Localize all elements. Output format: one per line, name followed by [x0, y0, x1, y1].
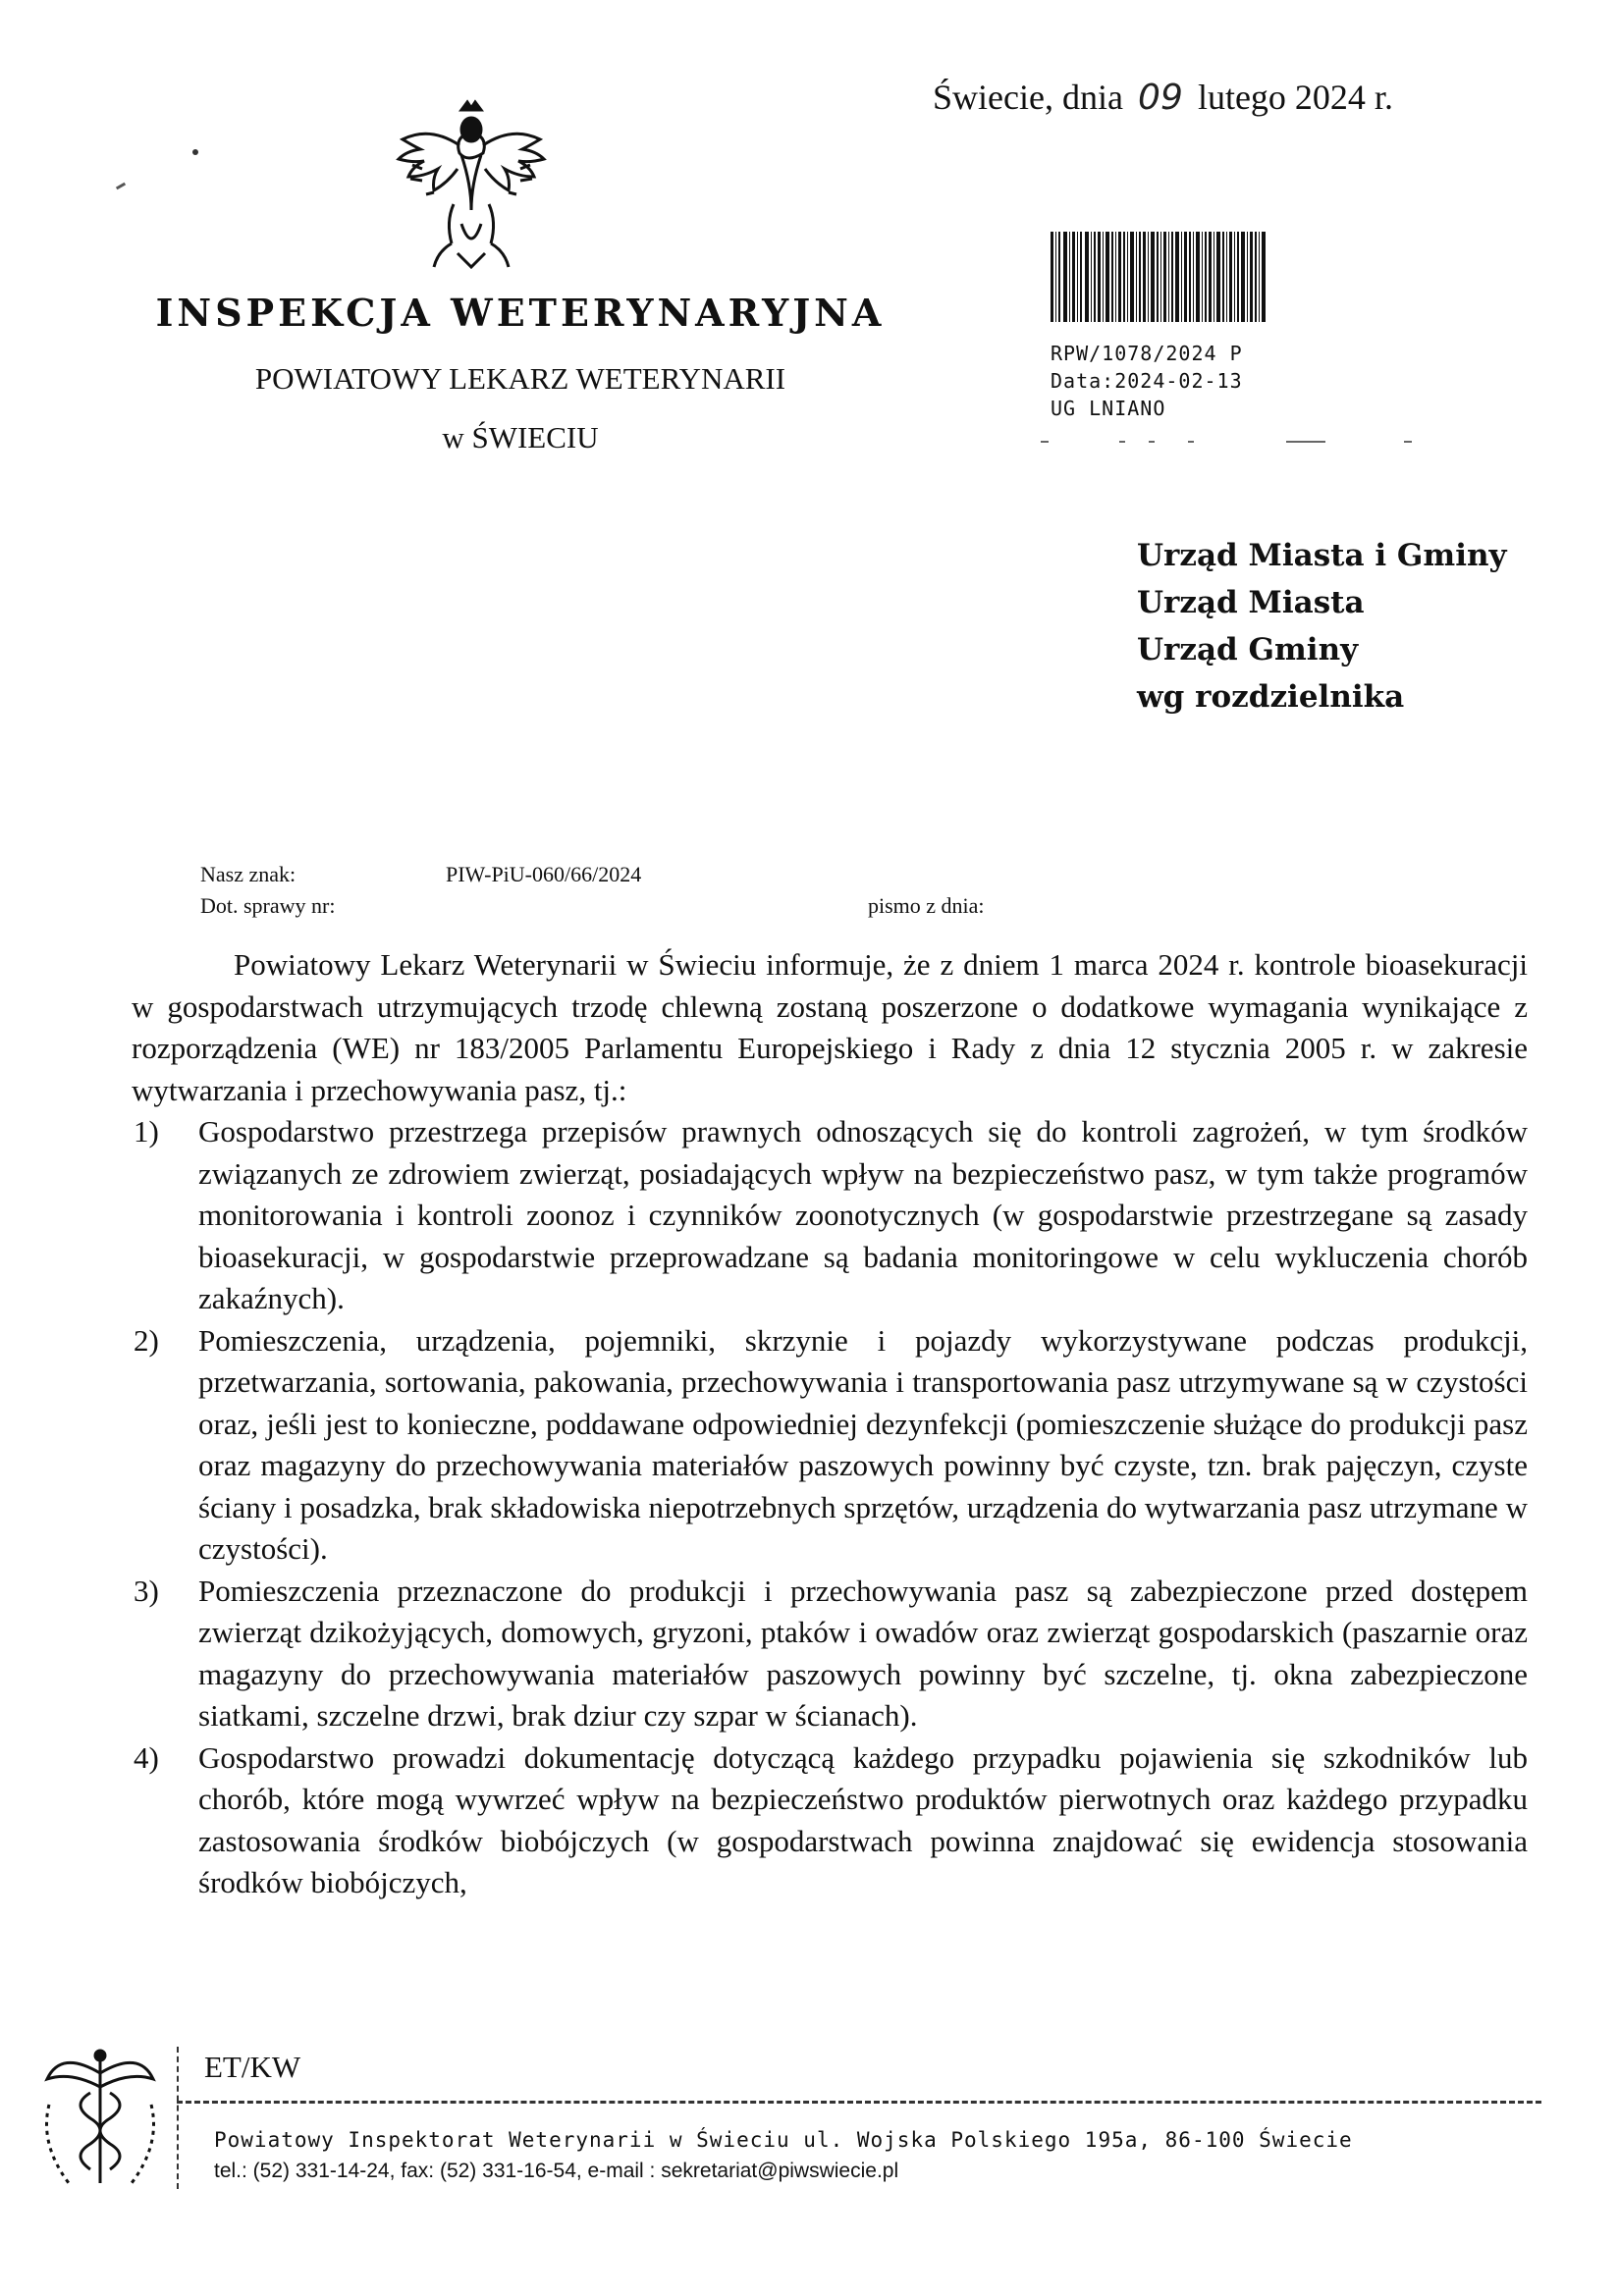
requirements-list	[132, 1111, 1528, 1904]
registry-stamp	[1051, 340, 1243, 422]
recipient-line: Urząd Gminy	[1137, 632, 1359, 667]
list-item	[132, 1320, 1528, 1571]
list-item	[132, 1737, 1528, 1904]
footer-rule	[177, 2101, 1541, 2104]
registry-date: Data:2024-02-13	[1051, 369, 1243, 393]
barcode	[1051, 232, 1267, 322]
list-item-number: 3)	[134, 1573, 159, 1608]
list-item-number: 4)	[134, 1739, 159, 1775]
list-item	[132, 1111, 1528, 1320]
footer-address: Powiatowy Inspektorat Weterynarii w Świeciu ul. Wojska Polskiego 195a, 86-100 Świecie	[214, 2128, 1353, 2152]
footer-contact: tel.: (52) 331-14-24, fax: (52) 331-16-54, e-mail : sekretariat@piwswiecie.pl	[214, 2160, 899, 2182]
list-item-text: Pomieszczenia przeznaczone do produkcji i przechowywania pasz są zabezpieczone przed dostępem zwierząt dzikożyjących, domowych, gryzoni, ptaków i owadów oraz zwierząt gospodarskich (paszarnie oraz magazyny do przechowywania materiałów paszowych powinny być szczelne, tj. okna zabezpieczone siatkami, szczelne drzwi, brak dziur czy szpar w ścianach).	[198, 1573, 1528, 1733]
place-date-prefix: Świecie, dnia	[933, 78, 1123, 117]
org-city: w ŚWIECIU	[442, 420, 599, 454]
place-date-suffix: lutego 2024 r.	[1197, 78, 1393, 117]
place-date	[933, 77, 1393, 118]
case-number-label: Dot. sprawy nr:	[200, 893, 336, 918]
intro-paragraph: Powiatowy Lekarz Weterynarii w Świeciu informuje, że z dniem 1 marca 2024 r. kontrole bioasekuracji w gospodarstwach utrzymujących trzodę chlewną zostaną poszerzone o dodatkowe wymagania wynikające z rozporządzenia (WE) nr 183/2005 Parlamentu Europejskiego i Rady z dnia 12 stycznia 2005 r. w zakresie wytwarzania i przechowywania pasz, tj.:	[132, 947, 1528, 1107]
stamp-dashes	[1041, 440, 1414, 444]
handwritten-day: 09	[1138, 78, 1183, 118]
our-ref-value: PIW-PiU-060/66/2024	[446, 862, 642, 886]
letter-body	[132, 944, 1528, 1904]
our-ref-label: Nasz znak:	[200, 862, 297, 886]
recipient-block	[1137, 532, 1507, 721]
caduceus-icon	[35, 2046, 165, 2193]
list-item-number: 1)	[134, 1114, 159, 1148]
recipient-line: Urząd Miasta i Gminy	[1137, 538, 1507, 573]
list-item-text: Gospodarstwo prowadzi dokumentację dotyczącą każdego przypadku pojawienia się szkodników lub chorób, które mogą wywrzeć wpływ na bezpieczeństwo produktów pierwotnych oraz każdego przypadku zastosowania środków biobójczych (w gospodarstwach powinna znajdować się ewidencja stosowania środków biobójczych,	[198, 1739, 1528, 1899]
list-item	[132, 1571, 1528, 1737]
scan-speck	[116, 183, 126, 190]
org-subtitle: POWIATOWY LEKARZ WETERYNARII	[254, 361, 786, 396]
polish-eagle-icon	[393, 96, 550, 273]
list-item-text: Gospodarstwo przestrzega przepisów prawnych odnoszących się do kontroli zagrożeń, w tym środków związanych ze zdrowiem zwierząt, posiadających wpływ na bezpieczeństwo pasz, w tym także programów monitorowania i kontroli zoonoz i czynników zoonotycznych (w gospodarstwie przestrzegane są zasady bioasekuracji, w gospodarstwie przeprowadzane są badania monitoringowe w celu wykluczenia chorób zakaźnych).	[198, 1114, 1528, 1315]
scan-speck	[192, 149, 198, 155]
list-item-number: 2)	[134, 1322, 159, 1358]
org-title: INSPEKCJA WETERYNARYJNA	[155, 291, 886, 335]
list-item-text: Pomieszczenia, urządzenia, pojemniki, skrzynie i pojazdy wykorzystywane podczas produkcji, przetwarzania, sortowania, pakowania, przechowywania i transportowania pasz utrzymywane są w czystości oraz, jeśli jest to konieczne, poddawane odpowiedniej dezynfekcji (pomieszczenie służące do produkcji pasz oraz magazyny do przechowywania materiałów paszowych powinny być czyste, tzn. brak pajęczyn, czyste ściany i posadzka, brak składowiska niepotrzebnych sprzętów, urządzenia do wytwarzania pasz utrzymane w czystości).	[198, 1322, 1528, 1566]
author-initials: ET/KW	[204, 2050, 301, 2084]
registry-office: UG LNIANO	[1051, 397, 1166, 420]
footer-separator	[177, 2047, 179, 2189]
recipient-line: Urząd Miasta	[1137, 585, 1365, 620]
registry-number: RPW/1078/2024 P	[1051, 342, 1243, 365]
letter-from-label: pismo z dnia:	[868, 893, 985, 918]
recipient-line: wg rozdzielnika	[1137, 679, 1405, 715]
